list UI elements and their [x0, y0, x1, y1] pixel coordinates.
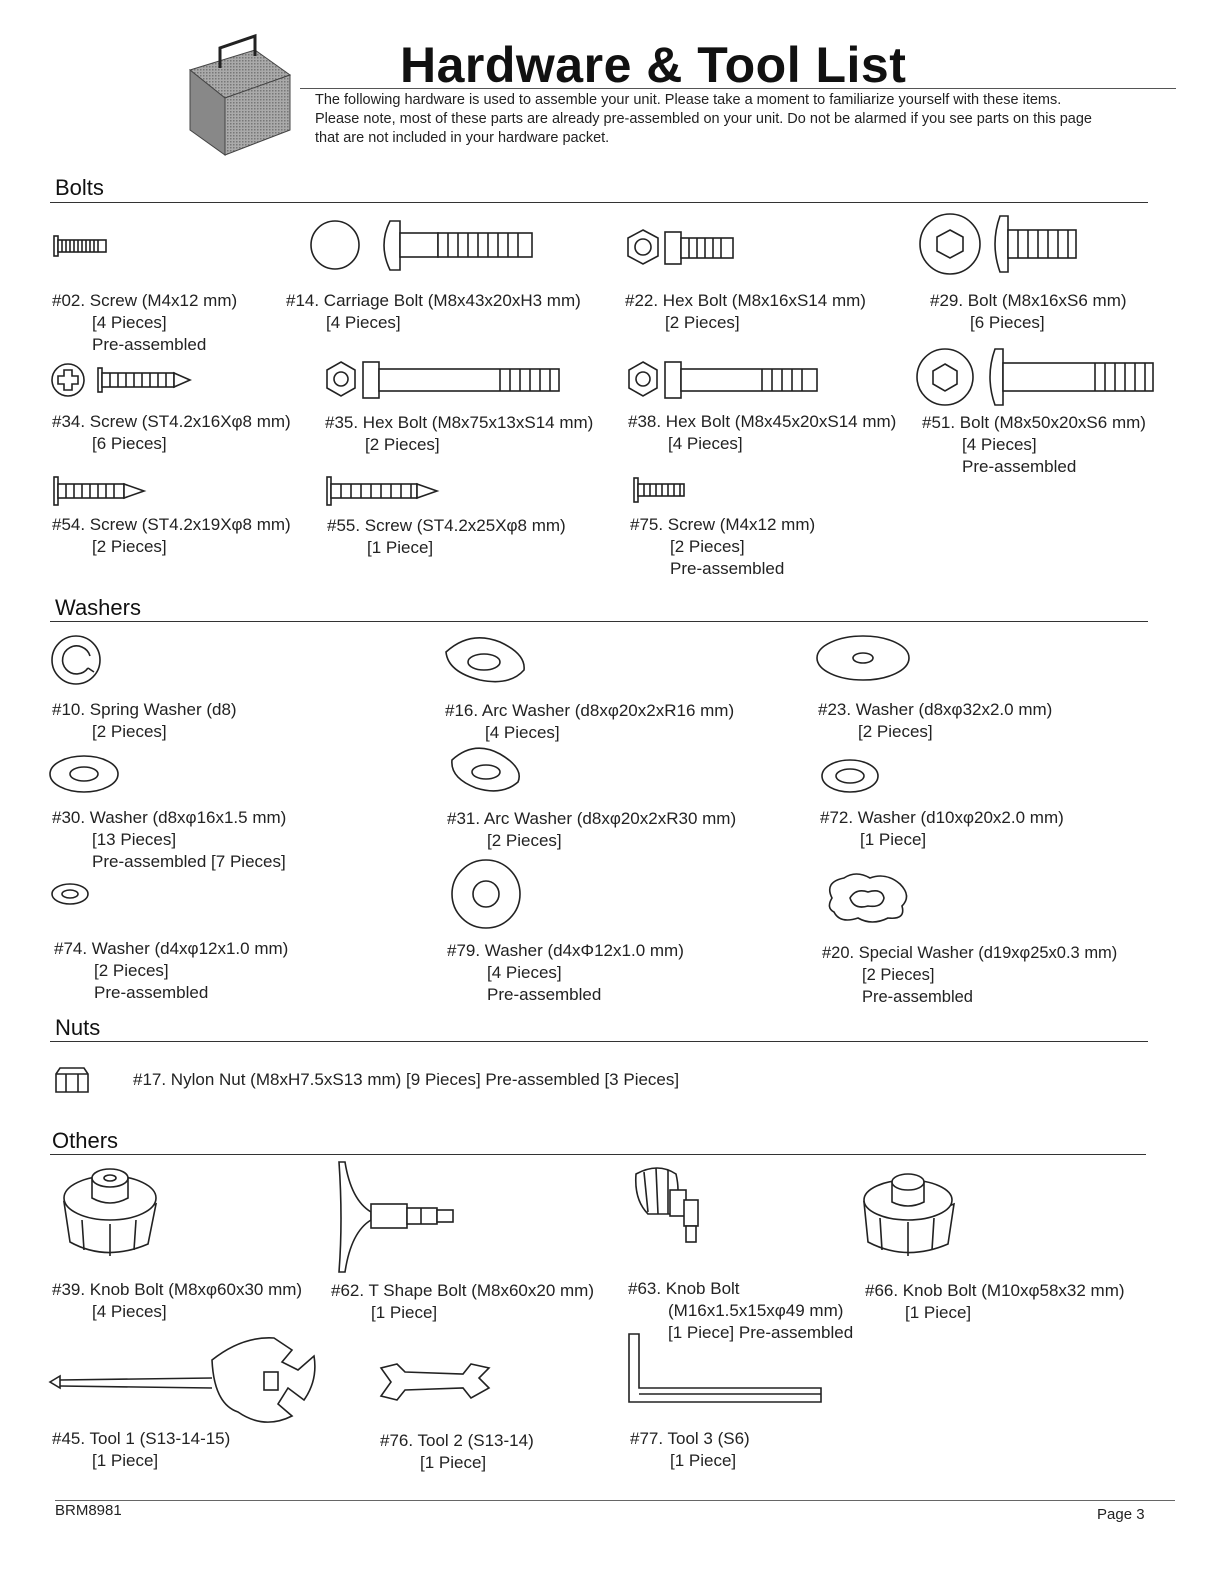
- screw-34-icon: [50, 360, 200, 400]
- list-item: #74. Washer (d4xφ12x1.0 mm) [2 Pieces] Pre-assembled: [54, 939, 289, 1002]
- section-title-nuts: Nuts: [55, 1015, 101, 1040]
- screw-02-icon: [52, 232, 112, 262]
- section-title-bolts: Bolts: [55, 175, 104, 200]
- list-item: #31. Arc Washer (d8xφ20x2xR30 mm) [2 Pieces]: [447, 809, 737, 850]
- special-washer-20-icon: [820, 868, 915, 928]
- knob-bolt-66-icon: [858, 1172, 958, 1267]
- knob-bolt-63-icon: [628, 1160, 708, 1245]
- list-item: #29. Bolt (M8x16xS6 mm) [6 Pieces]: [930, 291, 1127, 332]
- list-item: #76. Tool 2 (S13-14) [1 Piece]: [380, 1431, 534, 1472]
- carriage-bolt-14-icon: [308, 215, 538, 280]
- nylon-nut-17-icon: [52, 1064, 94, 1096]
- hex-bolt-35-icon: [325, 358, 570, 402]
- t-shape-bolt-62-icon: [325, 1160, 460, 1275]
- list-item: #22. Hex Bolt (M8x16xS14 mm) [2 Pieces]: [625, 291, 866, 332]
- list-item: #55. Screw (ST4.2x25Xφ8 mm) [1 Piece]: [327, 516, 566, 557]
- list-item: #23. Washer (d8xφ32x2.0 mm) [2 Pieces]: [818, 700, 1053, 741]
- section-divider: [50, 1154, 1146, 1155]
- list-item: #34. Screw (ST4.2x16Xφ8 mm) [6 Pieces]: [52, 412, 291, 453]
- list-item: #35. Hex Bolt (M8x75x13xS14 mm) [2 Pieces]: [325, 413, 594, 454]
- list-item: #45. Tool 1 (S13-14-15) [1 Piece]: [52, 1429, 231, 1470]
- page-number: Page 3: [1097, 1506, 1145, 1523]
- washer-23-icon: [815, 634, 915, 684]
- footer-divider: [55, 1500, 1175, 1501]
- list-item: #79. Washer (d4xΦ12x1.0 mm) [4 Pieces] Pre-assembled: [447, 941, 684, 1004]
- washer-79-icon: [450, 858, 525, 933]
- knob-bolt-39-icon: [56, 1164, 166, 1264]
- list-item: #14. Carriage Bolt (M8x43x20xH3 mm) [4 Pieces]: [286, 291, 581, 332]
- washer-74-icon: [48, 880, 98, 910]
- list-item: #63. Knob Bolt (M16x1.5x15xφ49 mm) [1 Piece] Pre-assembled: [628, 1279, 854, 1342]
- document-code: BRM8981: [55, 1502, 122, 1519]
- washer-30-icon: [46, 752, 126, 797]
- hex-bolt-22-icon: [625, 228, 745, 268]
- screw-54-icon: [52, 475, 152, 509]
- list-item: #38. Hex Bolt (M8x45x20xS14 mm) [4 Pieces]: [628, 412, 897, 453]
- screw-75-icon: [632, 476, 692, 506]
- bolt-51-icon: [915, 347, 1160, 411]
- list-item: #54. Screw (ST4.2x19Xφ8 mm) [2 Pieces]: [52, 515, 291, 556]
- list-item: #30. Washer (d8xφ16x1.5 mm) [13 Pieces] Pre-assembled [7 Pieces]: [52, 808, 287, 871]
- list-item: #10. Spring Washer (d8) [2 Pieces]: [52, 700, 237, 741]
- list-item: #77. Tool 3 (S6) [1 Piece]: [630, 1429, 750, 1470]
- title-divider: [300, 88, 1176, 89]
- tool-76-icon: [375, 1358, 495, 1408]
- intro-text: The following hardware is used to assemble your unit. Please take a moment to familiarize yourself with these items. Please note, most of these parts are already pre-assembled on your unit. Do not be alarmed if you see parts on this page that are not included in your hardware packet.: [315, 92, 1092, 146]
- list-item: #66. Knob Bolt (M10xφ58x32 mm) [1 Piece]: [865, 1281, 1125, 1322]
- arc-washer-31-icon: [446, 742, 526, 797]
- tool-45-icon: [42, 1330, 322, 1430]
- toolbox-icon: [185, 30, 295, 160]
- section-divider: [50, 621, 1148, 622]
- list-item: #20. Special Washer (d19xφ25x0.3 mm) [2 Pieces] Pre-assembled: [822, 944, 1118, 1006]
- list-item: #39. Knob Bolt (M8xφ60x30 mm) [4 Pieces]: [52, 1280, 303, 1321]
- list-item: #51. Bolt (M8x50x20xS6 mm) [4 Pieces] Pre-assembled: [922, 413, 1146, 476]
- list-item: #17. Nylon Nut (M8xH7.5xS13 mm) [9 Pieces] Pre-assembled [3 Pieces]: [133, 1070, 680, 1089]
- list-item: #62. T Shape Bolt (M8x60x20 mm) [1 Piece]: [331, 1281, 595, 1322]
- washer-72-icon: [818, 756, 888, 796]
- list-item: #02. Screw (M4x12 mm) [4 Pieces] Pre-assembled: [52, 291, 238, 354]
- bolt-29-icon: [918, 212, 1088, 282]
- list-item: #16. Arc Washer (d8xφ20x2xR16 mm) [4 Pieces]: [445, 701, 735, 742]
- list-item: #75. Screw (M4x12 mm) [2 Pieces] Pre-assembled: [630, 515, 816, 578]
- list-item: #72. Washer (d10xφ20x2.0 mm) [1 Piece]: [820, 808, 1064, 849]
- arc-washer-16-icon: [440, 632, 530, 687]
- spring-washer-10-icon: [50, 632, 110, 692]
- section-title-washers: Washers: [55, 595, 141, 620]
- page-title: Hardware & Tool List: [400, 37, 907, 93]
- section-divider: [50, 202, 1148, 203]
- hex-bolt-38-icon: [627, 358, 827, 402]
- section-title-others: Others: [52, 1128, 119, 1153]
- screw-55-icon: [325, 475, 445, 509]
- section-divider: [50, 1041, 1148, 1042]
